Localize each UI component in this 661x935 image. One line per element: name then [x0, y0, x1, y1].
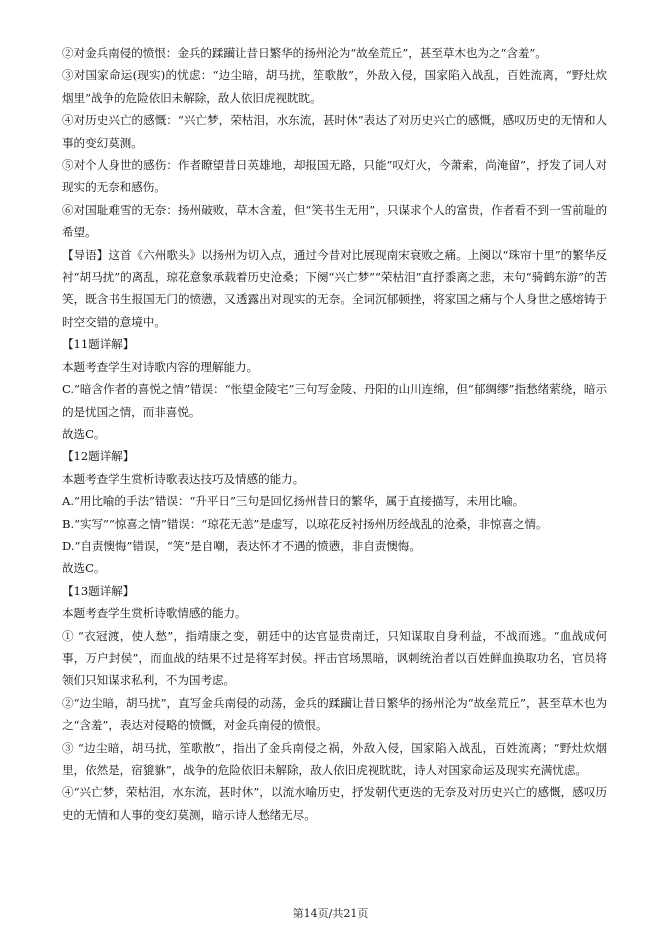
paragraph: B.“实写”“惊喜之情”错误：“琼花无恙”是虚写，以琼花反衬扬州历经战乱的沧桑，非惊喜之情。: [62, 516, 548, 531]
paragraph: ③对国家命运(现实)的忧虑：“边尘暗，胡马扰，笙歌散”，外敌入侵，国家陷入战乱，百姓流离，“野灶炊烟里”战争的危险依旧未解除，敌人依旧虎视眈眈。: [62, 68, 607, 105]
paragraph: ⑥对国耻难雪的无奈：扬州破败，草木含羞，但“笑书生无用”，只谋求个人的富贵，作者看不到一雪前耻的希望。: [62, 202, 607, 240]
paragraph: ③ “边尘暗，胡马扰，笙歌散”，指出了金兵南侵之祸，外敌入侵，国家陷入战乱，百姓流离；“野灶炊烟里，依然是，宿貔貅”，战争的危险依旧未解除，敌人依旧虎视眈眈，诗人对国家命运及现实充满忧虑。: [62, 740, 607, 777]
paragraph: D.“自责懊悔”错误，“笑”是自嘲，表达怀才不遇的愤懑，非自责懊悔。: [62, 538, 421, 553]
paragraph: ②对金兵南侵的愤恨：金兵的蹂躏让昔日繁华的扬州沦为“故垒荒丘”，甚至草木也为之“含羞”。: [62, 46, 547, 60]
page-number: 第14页/共21页: [292, 907, 369, 920]
page-body: [62, 42, 607, 826]
section-heading: 【12题详解】: [62, 449, 135, 464]
section-heading: 【13题详解】: [62, 583, 135, 598]
paragraph: 本题考查学生赏析诗歌表达技巧及情感的能力。: [62, 471, 305, 486]
answer-line: 故选C。: [62, 561, 106, 576]
paragraph: ① “衣冠渡，使人愁”，指靖康之变，朝廷中的达官显贵南迁，只知谋取自身利益，不战而逃。“血战成何事，万户封侯”，而血战的结果不过是将军封侯。抨击官场黑暗，讽刺统治者以百姓鲜血换取功名，官员将领们只知谋求私利，不为国考虑。: [62, 628, 607, 688]
paragraph: C.“暗含作者的喜悦之情”错误：“怅望金陵宅”三句写金陵、丹阳的山川连绵，但“郁绸缪”指愁绪萦绕，暗示的是忧国之情，而非喜悦。: [62, 382, 607, 419]
paragraph: ④对历史兴亡的感慨：“兴亡梦，荣枯泪，水东流，甚时休”表达了对历史兴亡的感慨，感叹历史的无情和人事的变幻莫测。: [62, 113, 607, 150]
guide-paragraph: 【导语】这首《六州歌头》以扬州为切入点，通过今昔对比展现南宋衰败之痛。上阕以“珠帘十里”的繁华反衬“胡马扰”的离乱，琼花意象承载着历史沧桑；下阕“兴亡梦”“荣枯泪”直抒黍离之悲，末句“骑鹤东游”的苦笑，既含书生报国无门的愤懑，又透露出对现实的无奈。全词沉郁顿挫，将家国之痛与个人身世之感熔铸于时空交错的意境中。: [62, 247, 607, 329]
answer-line: 故选C。: [62, 426, 106, 441]
paragraph: ④“兴亡梦，荣枯泪，水东流，甚时休”，以流水喻历史，抒发朝代更迭的无奈及对历史兴亡的感慨，感叹历史的无情和人事的变幻莫测，暗示诗人愁绪无尽。: [62, 785, 607, 822]
paragraph: 本题考查学生对诗歌内容的理解能力。: [62, 359, 259, 374]
section-heading: 【11题详解】: [62, 337, 135, 352]
paragraph: A.“用比喻的手法”错误：“升平日”三句是回忆扬州昔日的繁华，属于直接描写，未用比喻。: [62, 494, 525, 509]
paragraph: ②“边尘暗，胡马扰”，直写金兵南侵的动荡，金兵的蹂躏让昔日繁华的扬州沦为“故垒荒丘”，甚至草木也为之“含羞”，表达对侵略的愤慨，对金兵南侵的愤恨。: [62, 695, 607, 733]
paragraph: ⑤对个人身世的感伤：作者瞭望昔日英雄地，却报国无路，只能“叹灯火，今萧索，尚淹留”，抒发了词人对现实的无奈和感伤。: [62, 158, 607, 195]
paragraph: 本题考查学生赏析诗歌情感的能力。: [62, 606, 247, 621]
